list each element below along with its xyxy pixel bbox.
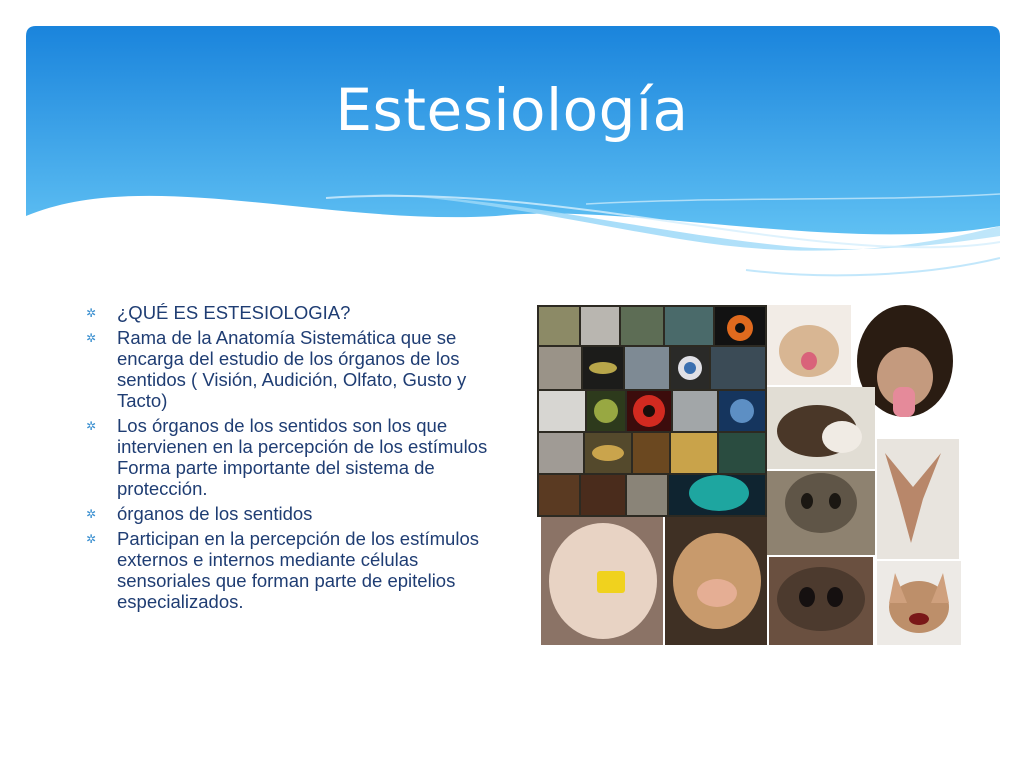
bullet-item	[86, 327, 506, 411]
bullet-item	[86, 302, 506, 323]
bullet-star-icon: ✲	[86, 419, 97, 433]
bullet-text: Rama de la Anatomía Sistemática que se encarga del estudio de los órganos de los sentidos ( Visión, Audición, Olfato, Gusto y Tacto)	[117, 327, 467, 411]
bullet-text: órganos de los sentidos	[117, 503, 313, 524]
bullet-star-icon: ✲	[86, 331, 97, 345]
header-band	[26, 26, 1000, 296]
bullet-list	[86, 302, 506, 616]
slide-title: Estesiología	[335, 76, 689, 144]
bullet-item	[86, 503, 506, 524]
bullet-item	[86, 528, 506, 612]
bullet-star-icon: ✲	[86, 507, 97, 521]
bullet-item	[86, 415, 506, 499]
bullet-star-icon: ✲	[86, 532, 97, 546]
animal-senses-collage-image	[537, 303, 961, 647]
bullet-text: Participan en la percepción de los estímulos externos e internos mediante células sensoriales que forman parte de epitelios especializados.	[117, 528, 479, 612]
bullet-text: ¿QUÉ ES ESTESIOLOGIA?	[117, 302, 351, 323]
bullet-text: Los órganos de los sentidos son los que intervienen en la percepción de los estímulos Forma parte importante del sistema de protección.	[117, 415, 488, 499]
bullet-star-icon: ✲	[86, 306, 97, 320]
